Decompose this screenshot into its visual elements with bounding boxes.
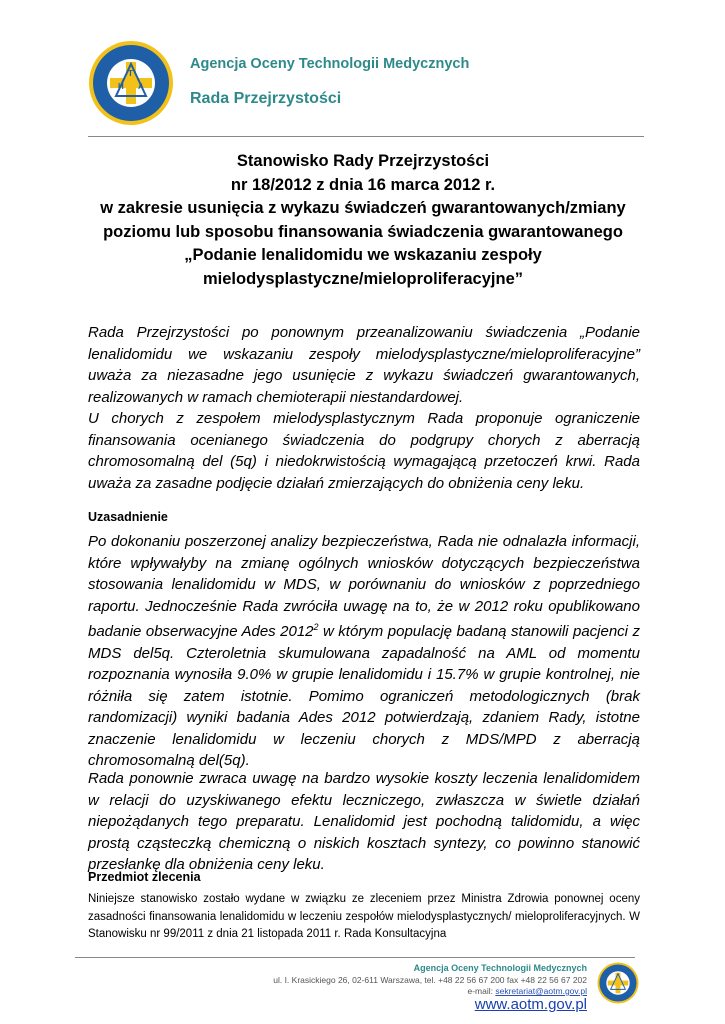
footer-website-link[interactable]: www.aotm.gov.pl: [474, 996, 587, 1013]
header-divider: [88, 136, 644, 137]
organization-name: Agencja Oceny Technologii Medycznych: [190, 56, 470, 72]
footer-email-label: e-mail:: [467, 986, 496, 996]
title-line: mielodysplastyczne/mieloproliferacyjne”: [202, 269, 524, 288]
logo-letter-t: T: [128, 69, 133, 78]
document-title: [80, 150, 646, 291]
paragraph-justification: [88, 531, 640, 772]
paragraph-recommendation: U chorych z zespołem mielodysplastycznym Rada proponuje ograniczenie finansowania ocenianego świadczenia do podgrupy chorych z aberracją chromosomalną del (5q) i niedokrwistością wymagającą przetoczeń krwi. Rada uważa za zasadne podjęcie działań zmierzających do obniżenia ceny leku.: [88, 410, 640, 492]
footer-logo: [597, 962, 639, 1004]
justification-text-b: w którym populację badaną stanowili pacjenci z MDS del5q. Czteroletnia skumulowana zapadalność na AML od momentu rozpoznania wynosiła 9.0% w grupie lenalidomidu i 15.7% w grupie kontrolnej, nie różniła się zatem istotnie. Pomimo ograniczeń metodologicznych (brak randomizacji) wyniki badania Ades 2012 potwierdzają, zdaniem Rady, istotne znaczenie lenalidomidu w leczeniu chorych z MDS/MPD z aberracją chromosomalną del(5q).: [88, 623, 640, 769]
title-line: „Podanie lenalidomidu we wskazaniu zespoły: [184, 246, 542, 264]
footer-address: ul. I. Krasickiego 26, 02-611 Warszawa, tel. +48 22 56 67 200 fax +48 22 56 67 202: [273, 975, 587, 985]
title-line: poziomu lub sposobu finansowania świadczenia gwarantowanego: [103, 222, 623, 241]
paragraph-position: Rada Przejrzystości po ponownym przeanalizowaniu świadczenia „Podanie lenalidomidu we wskazaniu zespoły mielodysplastyczne/mieloproliferacyjne” uważa za niezasadne jego usunięcie z wykazu świadczeń gwarantowanych, realizowanych w ramach chemioterapii niestandardowej.: [88, 324, 640, 406]
aotm-logo: [88, 40, 174, 126]
footer-divider: [75, 957, 635, 958]
logo-letter-a: A: [138, 82, 144, 91]
title-line: nr 18/2012 z dnia 16 marca 2012 r.: [230, 175, 496, 194]
footer-email-line: [468, 986, 588, 996]
heading-przedmiot-zlecenia: Przedmiot zlecenia: [88, 870, 201, 884]
title-line: w zakresie usunięcia z wykazu świadczeń gwarantowanych/zmiany: [100, 199, 626, 217]
footer-email-link[interactable]: sekretariat@aotm.gov.pl: [495, 986, 587, 996]
footnote-ref: 2: [313, 622, 319, 632]
title-line: Stanowisko Rady Przejrzystości: [236, 152, 490, 170]
footer-organization: Agencja Oceny Technologii Medycznych: [413, 963, 587, 973]
logo-letter-h: H: [118, 82, 124, 91]
justification-text-a: Po dokonaniu poszerzonej analizy bezpieczeństwa, Rada nie odnalazła informacji, które wpływałyby na zmianę ogólnych wniosków dotyczących bezpieczeństwa stosowania lenalidomidu w MDS, w porównaniu do wniosków z poprzedniego raportu. Jednocześnie Rada zwróciła uwagę na to, że w 2012 roku opublikowano badanie obserwacyjne Ades 2012: [88, 533, 640, 640]
council-name: Rada Przejrzystości: [190, 90, 342, 107]
heading-uzasadnienie: Uzasadnienie: [88, 510, 168, 524]
paragraph-subject: Niniejsze stanowisko zostało wydane w związku ze zleceniem przez Ministra Zdrowia ponownej oceny zasadności finansowania lenalidomidu w leczeniu zespołów mielodysplastycznych/ mieloproliferacyjnych. W Stanowisku nr 99/2011 z dnia 21 listopada 2011 r. Rada Konsultacyjna: [88, 893, 640, 940]
paragraph-costs: Rada ponownie zwraca uwagę na bardzo wysokie koszty leczenia lenalidomidem w relacji do uzyskiwanego efektu leczniczego, zwłaszcza w świetle działań niepożądanych tego preparatu. Lenalidomid jest pochodną talidomidu, a więc prostą cząsteczką chemiczną o niskich kosztach syntezy, co powinno stanowić przesłankę dla obniżenia ceny leku.: [88, 770, 640, 873]
